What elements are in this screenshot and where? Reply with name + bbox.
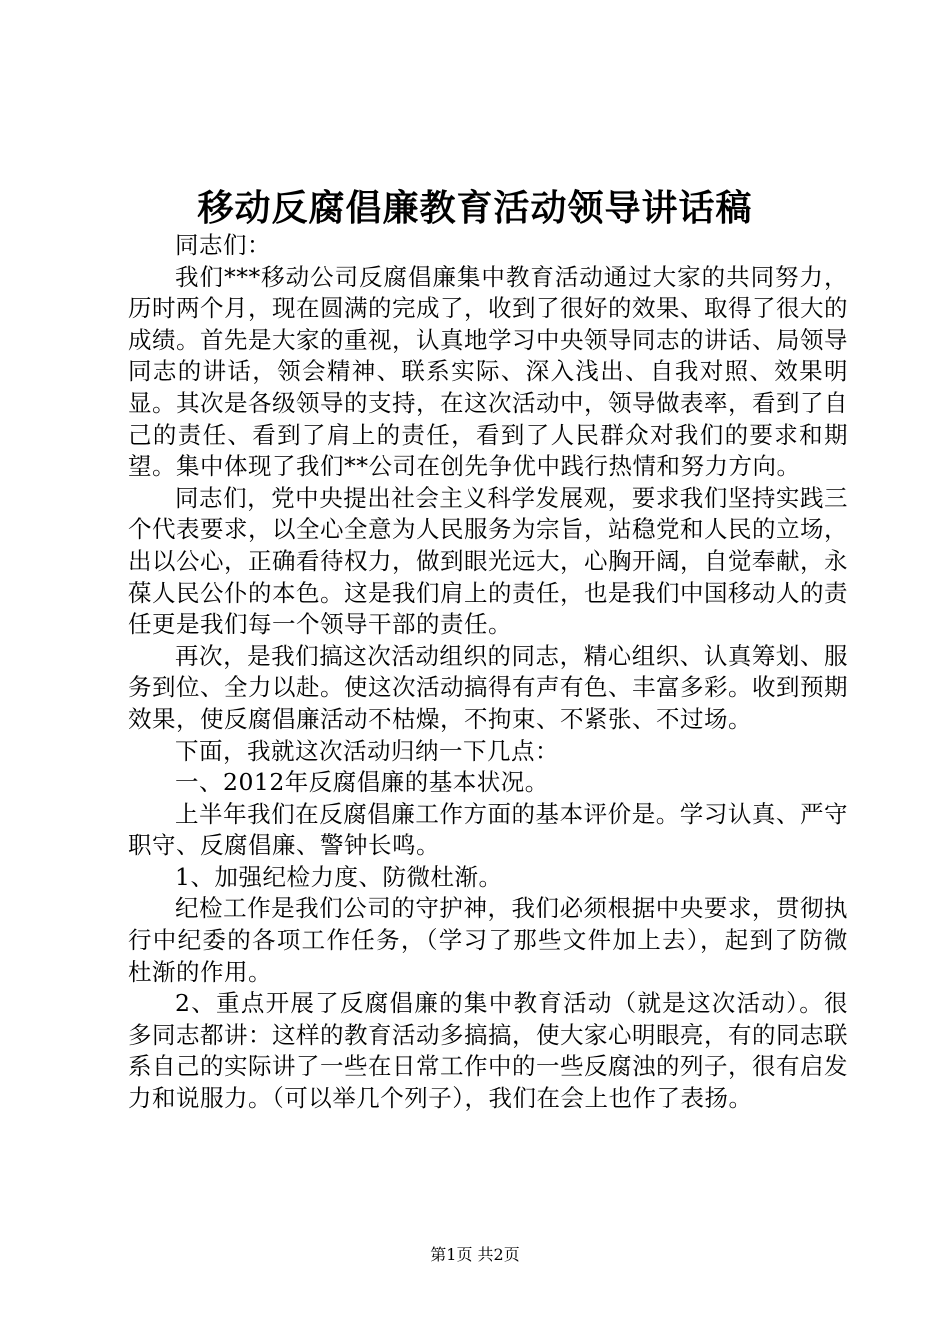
section-heading: 一、2012年反腐倡廉的基本状况。 bbox=[175, 768, 549, 797]
paragraph: 上半年我们在反腐倡廉工作方面的基本评价是。学习认真、严守职守、反腐倡廉、警钟长鸣。 bbox=[128, 799, 848, 860]
subsection-heading: 1、加强纪检力度、防微杜渐。 bbox=[175, 862, 503, 891]
paragraph: 同志们，党中央提出社会主义科学发展观，要求我们坚持实践三个代表要求，以全心全意为人民服务为宗旨，站稳党和人民的立场，出以公心，正确看待权力，做到眼光远大，心胸开阔，自觉奉献，永葆人民公仆的本色。这是我们肩上的责任，也是我们中国移动人的责任更是我们每一个领导干部的责任。 bbox=[128, 483, 848, 639]
paragraph: 纪检工作是我们公司的守护神，我们必须根据中央要求，贯彻执行中纪委的各项工作任务，（学习了那些文件加上去），起到了防微杜渐的作用。 bbox=[128, 894, 848, 986]
paragraph: 2、重点开展了反腐倡廉的集中教育活动（就是这次活动）。很多同志都讲：这样的教育活动多搞搞，使大家心明眼亮，有的同志联系自己的实际讲了一些在日常工作中的一些反腐浊的列子，很有启发力和说服力。（可以举几个列子），我们在会上也作了表扬。 bbox=[128, 989, 848, 1113]
paragraph: 我们***移动公司反腐倡廉集中教育活动通过大家的共同努力，历时两个月，现在圆满的完成了，收到了很好的效果、取得了很大的成绩。首先是大家的重视，认真地学习中央领导同志的讲话、局领导同志的讲话，领会精神、联系实际、深入浅出、自我对照、效果明显。其次是各级领导的支持，在这次活动中，领导做表率，看到了自己的责任、看到了肩上的责任，看到了人民群众对我们的要求和期望。集中体现了我们**公司在创先争优中践行热情和努力方向。 bbox=[128, 262, 848, 481]
paragraph: 再次，是我们搞这次活动组织的同志，精心组织、认真筹划、服务到位、全力以赴。使这次活动搞得有声有色、丰富多彩。收到预期效果，使反腐倡廉活动不枯燥，不拘束、不紧张、不过场。 bbox=[128, 641, 848, 733]
salutation: 同志们： bbox=[175, 231, 271, 259]
page-title: 移动反腐倡廉教育活动领导讲话稿 bbox=[197, 187, 753, 229]
page-number: 第1页 共2页 bbox=[430, 1245, 520, 1264]
document-body bbox=[128, 230, 848, 1115]
paragraph: 下面，我就这次活动归纳一下几点： bbox=[175, 736, 559, 765]
